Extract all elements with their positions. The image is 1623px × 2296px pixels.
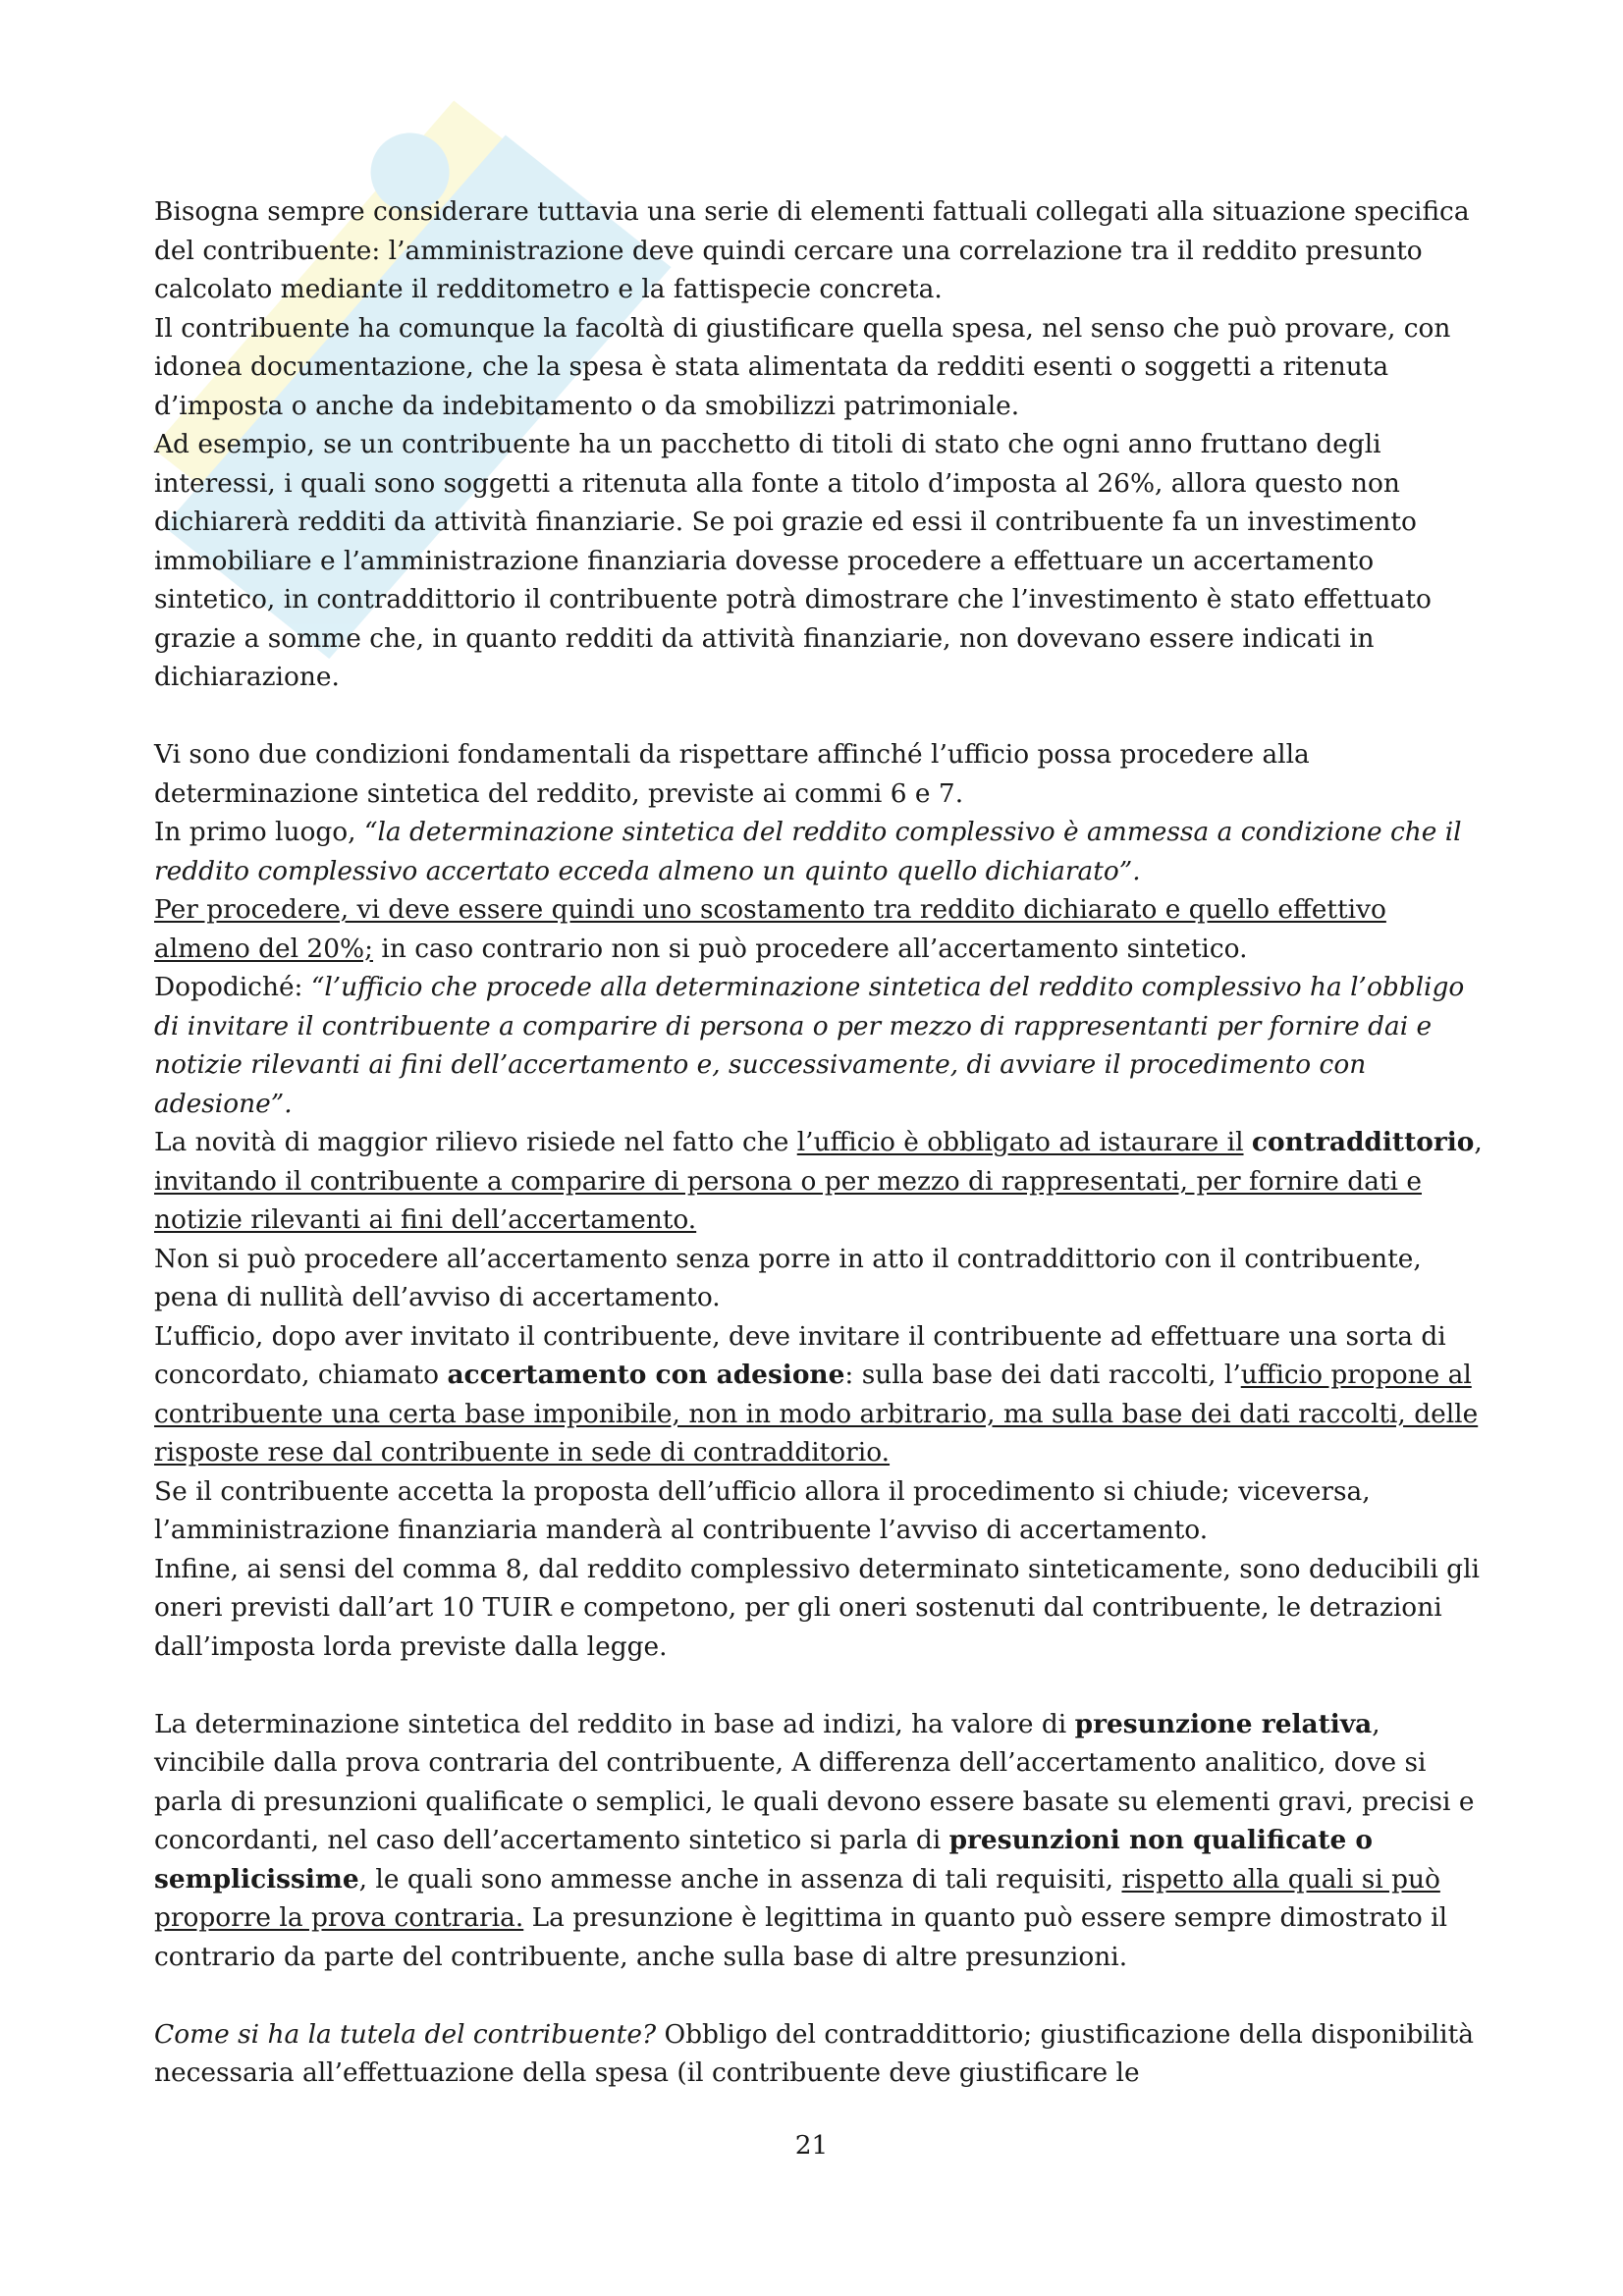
- paragraph: Come si ha la tutela del contribuente? Obbligo del contraddittorio; giustificazione della disponibilità necessaria all’effettuazione della spesa (il contribuente deve giustificare le: [154, 2018, 1474, 2088]
- paragraph: La determinazione sintetica del reddito in base ad indizi, ha valore di presunzione relativa, vincibile dalla prova contraria del contribuente, A differenza dell’accertamento analitico, dove si parla di presunzioni qualificate o semplici, le quali devono essere basate su elementi gravi, precisi e concordanti, nel caso dell’accertamento sintetico si parla di presunzioni non qualificate o semplicissime, le quali sono ammesse anche in assenza di tali requisiti, rispetto alla quali si può proporre la prova contraria. La presunzione è legittima in quanto può essere sempre dimostrato il contrario da parte del contribuente, anche sulla base di altre presunzioni.: [154, 1708, 1475, 1972]
- paragraph: Vi sono due condizioni fondamentali da rispettare affinché l’ufficio possa procedere alla determinazione sintetica del reddito, previste ai commi 6 e 7. In primo luogo, “la determinazione sintetica del reddito complessivo è ammessa a condizione che il reddito complessivo accertato ecceda almeno un quinto quello dichiarato”. Per procedere, vi deve essere quindi uno scostamento tra reddito dichiarato e quello effettivo almeno del 20%; in caso contrario non si può procedere all’accertamento sintetico. Dopodiché: “l’ufficio che procede alla determinazione sintetica del reddito complessivo ha l’obbligo di invitare il contribuente a comparire di persona o per mezzo di rappresentanti per fornire dai e notizie rilevanti ai fini dell’accertamento e, successivamente, di avviare il procedimento con adesione”. La novità di maggior rilievo risiede nel fatto che l’ufficio è obbligato ad istaurare il contraddittorio, invitando il contribuente a comparire di persona o per mezzo di rappresentati, per fornire dati e notizie rilevanti ai fini dell’accertamento. Non si può procedere all’accertamento senza porre in atto il contraddittorio con il contribuente, pena di nullità dell’avviso di accertamento. L’ufficio, dopo aver invitato il contribuente, deve invitare il contribuente ad effettuare una sorta di concordato, chiamato accertamento con adesione: sulla base dei dati raccolti, l’ufficio propone al contribuente una certa base imponibile, non in modo arbitrario, ma sulla base dei dati raccolti, delle risposte rese dal contribuente in sede di contradditorio. Se il contribuente accetta la proposta dell’ufficio allora il procedimento si chiude; viceversa, l’amministrazione finanziaria manderà al contribuente l’avviso di accertamento. Infine, ai sensi del comma 8, dal reddito complessivo determinato sinteticamente, sono deducibili gli oneri previsti dall’art 10 TUIR e competono, per gli oneri sostenuti dal contribuente, le detrazioni dall’imposta lorda previste dalla legge.: [154, 739, 1483, 1662]
- paragraph: Bisogna sempre considerare tuttavia una serie di elementi fattuali collegati alla situazione specifica del contribuente: l’amministrazione deve quindi cercare una correlazione tra il reddito presunto calcolato mediante il redditometro e la fattispecie concreta. Il contribuente ha comunque la facoltà di giustificare quella spesa, nel senso che può provare, con idonea documentazione, che la spesa è stata alimentata da redditi esenti o soggetti a ritenuta d’imposta o anche da indebitamento o da smobilizzi patrimoniale. Ad esempio, se un contribuente ha un pacchetto di titoli di stato che ogni anno fruttano degli interessi, i quali sono soggetti a ritenuta alla fonte a titolo d’imposta al 26%, allora questo non dichiarerà redditi da attività finanziarie. Se poi grazie ed essi il contribuente fa un investimento immobiliare e l’amministrazione finanziaria dovesse procedere a effettuare un accertamento sintetico, in contraddittorio il contribuente potrà dimostrare che l’investimento è stato effettuato grazie a somme che, in quanto redditi da attività finanziarie, non dovevano essere indicati in dichiarazione.: [154, 196, 1470, 692]
- document-body: [154, 192, 1489, 2093]
- page-number: 21: [794, 2130, 829, 2161]
